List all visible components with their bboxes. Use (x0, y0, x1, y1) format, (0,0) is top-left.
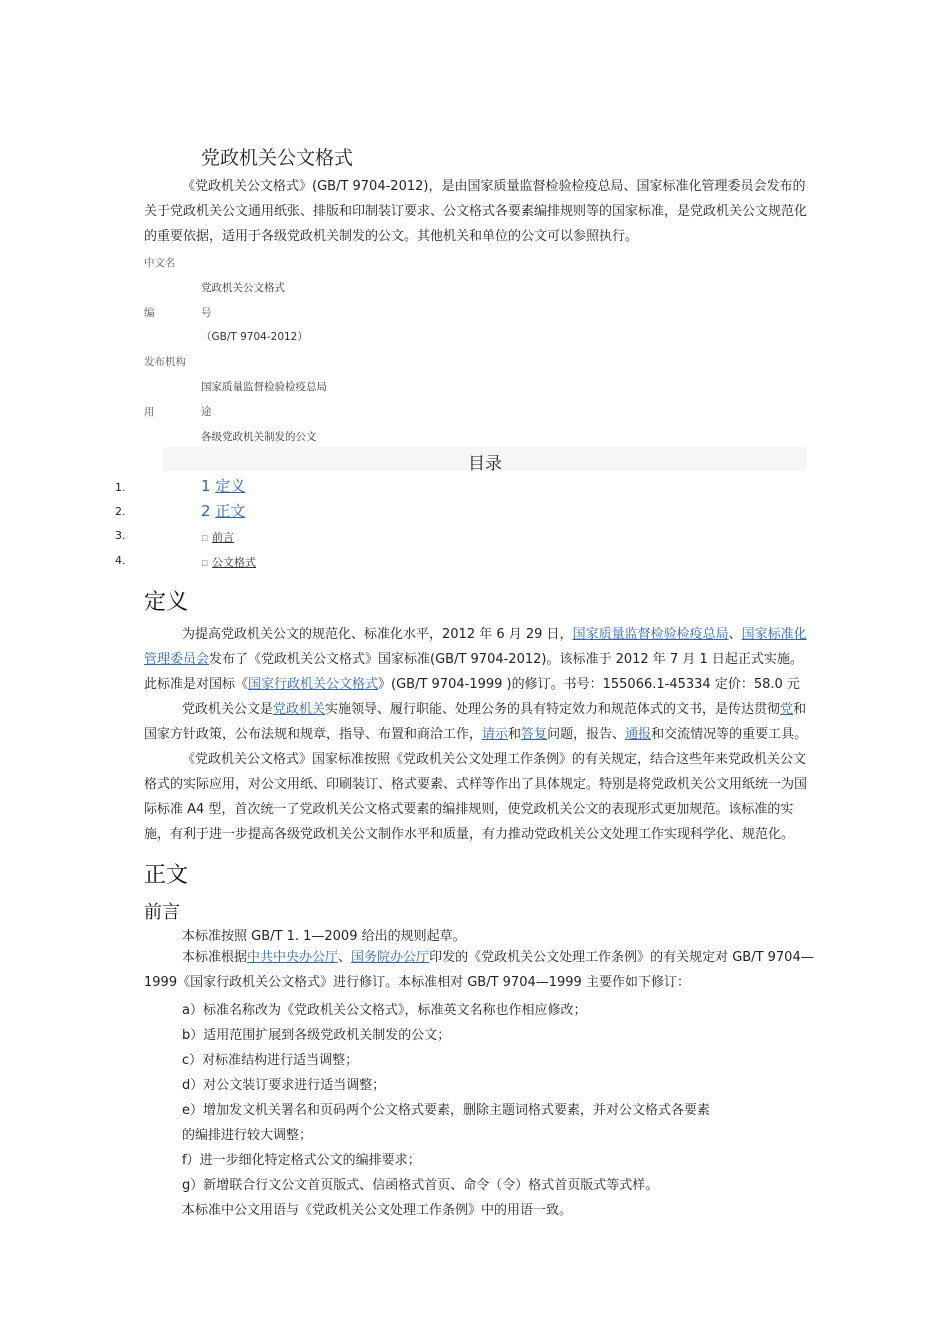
text-run: 本标准根据 (182, 950, 248, 965)
section-heading-definition: 定义 (144, 590, 189, 615)
text-run: 和国家方针政策，公布法规和规章，指导、布置和商洽工作， (144, 702, 807, 742)
infobox-use-value: 各级党政机关制发的公文 (201, 431, 317, 443)
infobox-issuer-value: 国家质量监督检验检疫总局 (201, 381, 327, 393)
link-party[interactable]: 党 (780, 702, 794, 717)
revision-item-c: c）对标准结构进行适当调整； (182, 1053, 359, 1068)
text-run: 、 (728, 627, 742, 642)
link-reply[interactable]: 答复 (521, 727, 548, 742)
text-run: 和 (508, 727, 522, 742)
text-run: 印发的《党政机关公文处理工作条例》的有关规定对 GB/T 9704—1999《国家行政机关公文格式》进行修订。本标准相对 GB/T 9704—1999 主要作如下修订： (144, 950, 814, 990)
toc-number: 2. (115, 505, 126, 518)
definition-paragraph-2 (144, 697, 814, 747)
text-run: 党政机关公文是 (182, 702, 274, 717)
intro-paragraph: 《党政机关公文格式》(GB/T 9704-2012)，是由国家质量监督检验检疫总局、国家标准化管理委员会发布的关于党政机关公文通用纸张、排版和印制装订要求、公文格式各要素编排规则等的国家标准，是党政机关公文规范化的重要依据，适用于各级党政机关制发的公文。其他机关和单位的公文可以参照执行。 (144, 179, 808, 244)
infobox-code-value: （GB/T 9704-2012） (201, 331, 308, 343)
toc-item-body[interactable] (201, 500, 245, 521)
infobox-code-label-1: 编 (144, 307, 155, 319)
toc-number: 4. (115, 554, 126, 567)
infobox-name-value: 党政机关公文格式 (201, 282, 285, 294)
infobox-use-label-2: 途 (201, 406, 212, 418)
link-aqsiq[interactable]: 国家质量监督检验检疫总局 (572, 627, 729, 642)
text-run: 和交流情况等的重要工具。 (651, 727, 808, 742)
infobox-issuer-label: 发布机构 (144, 356, 186, 368)
toc-number: 3. (115, 529, 126, 542)
toc-link-body[interactable]: 正文 (215, 502, 246, 520)
link-sac[interactable]: 国家标准化管理委员会 (144, 627, 807, 667)
link-state-council-office[interactable]: 国务院办公厅 (351, 950, 430, 965)
text-run: 》(GB/T 9704-1999 )的修订。书号：155066.1-45334 定价：58.0 元 (378, 677, 800, 692)
text-run: 、 (338, 950, 352, 965)
toc-link-format[interactable]: 公文格式 (211, 556, 256, 569)
body-line-1: 本标准按照 GB/T 1. 1—2009 给出的规则起草。 (182, 929, 466, 944)
toc-number: 1. (115, 481, 126, 494)
text-run: 问题，报告、 (547, 727, 626, 742)
revision-item-g: g）新增联合行文公文首页版式、信函格式首页、命令（令）格式首页版式等式样。 (182, 1178, 659, 1193)
toc-link-preface[interactable]: 前言 (211, 531, 234, 544)
toc-bullet-icon: ▫ (201, 531, 212, 544)
infobox-use-label-1: 用 (144, 406, 155, 418)
link-request[interactable]: 请示 (482, 727, 509, 742)
revision-item-d: d）对公文装订要求进行适当调整； (182, 1078, 386, 1093)
revision-item-e-cont: 的编排进行较大调整； (182, 1128, 313, 1143)
text-run: 为提高党政机关公文的规范化、标准化水平，2012 年 6 月 29 日， (182, 627, 573, 642)
infobox-name-label: 中文名 (144, 257, 176, 269)
body-last-line: 本标准中公文用语与《党政机关公文处理工作条例》中的用语一致。 (182, 1203, 573, 1218)
revision-item-e: e）增加发文机关署名和页码两个公文格式要素，删除主题词格式要素，并对公文格式各要素 (182, 1103, 710, 1118)
body-paragraph-2 (144, 945, 814, 995)
toc-item-prefix: 2 (201, 502, 216, 520)
revision-item-a: a）标准名称改为《党政机关公文格式》，标准英文名称也作相应修改； (182, 1003, 587, 1018)
section-heading-body: 正文 (144, 863, 189, 888)
text-run: 发布了《党政机关公文格式》国家标准(GB/T 9704-2012)。该标准于 2012 年 7 月 1 日起正式实施。此标准是对国标《 (144, 652, 803, 692)
definition-paragraph-3: 《党政机关公文格式》国家标准按照《党政机关公文处理工作条例》的有关规定，结合这些年来党政机关公文格式的实际应用，对公文用纸、印刷装订、格式要素、式样等作出了具体规定。特别是将党政机关公文用纸统一为国际标准 A4 型，首次统一了党政机关公文格式要素的编排规则，使党政机关公文的表现形式更加规范。该标准的实施，有利于进一步提高各级党政机关公文制作水平和质量，有力推动党政机关公文处理工作实现科学化、规范化。 (144, 752, 808, 842)
toc-link-definition[interactable]: 定义 (215, 477, 246, 495)
text-run: 实施领导、履行职能、处理公务的具有特定效力和规范体式的文书，是传达贯彻 (325, 702, 781, 717)
infobox-code-label-2: 号 (201, 307, 212, 319)
subheading-preface: 前言 (144, 902, 180, 923)
link-party-organs[interactable]: 党政机关 (273, 702, 326, 717)
toc-item-preface[interactable] (201, 529, 234, 545)
toc-bullet-icon: ▫ (201, 556, 212, 569)
link-notice[interactable]: 通报 (625, 727, 652, 742)
toc-item-format[interactable] (201, 554, 256, 570)
toc-header (163, 447, 807, 474)
revision-item-f: f）进一步细化特定格式公文的编排要求； (182, 1153, 421, 1168)
toc-item-prefix: 1 (201, 477, 216, 495)
toc-item-definition[interactable] (201, 475, 245, 496)
definition-paragraph-1 (144, 622, 814, 697)
revision-item-b: b）适用范围扩展到各级党政机关制发的公文； (182, 1028, 451, 1043)
link-old-standard[interactable]: 国家行政机关公文格式 (248, 677, 379, 692)
document-title: 党政机关公文格式 (201, 147, 354, 169)
toc-title: 目录 (468, 454, 502, 474)
link-cpc-general-office[interactable]: 中共中央办公厅 (247, 950, 339, 965)
